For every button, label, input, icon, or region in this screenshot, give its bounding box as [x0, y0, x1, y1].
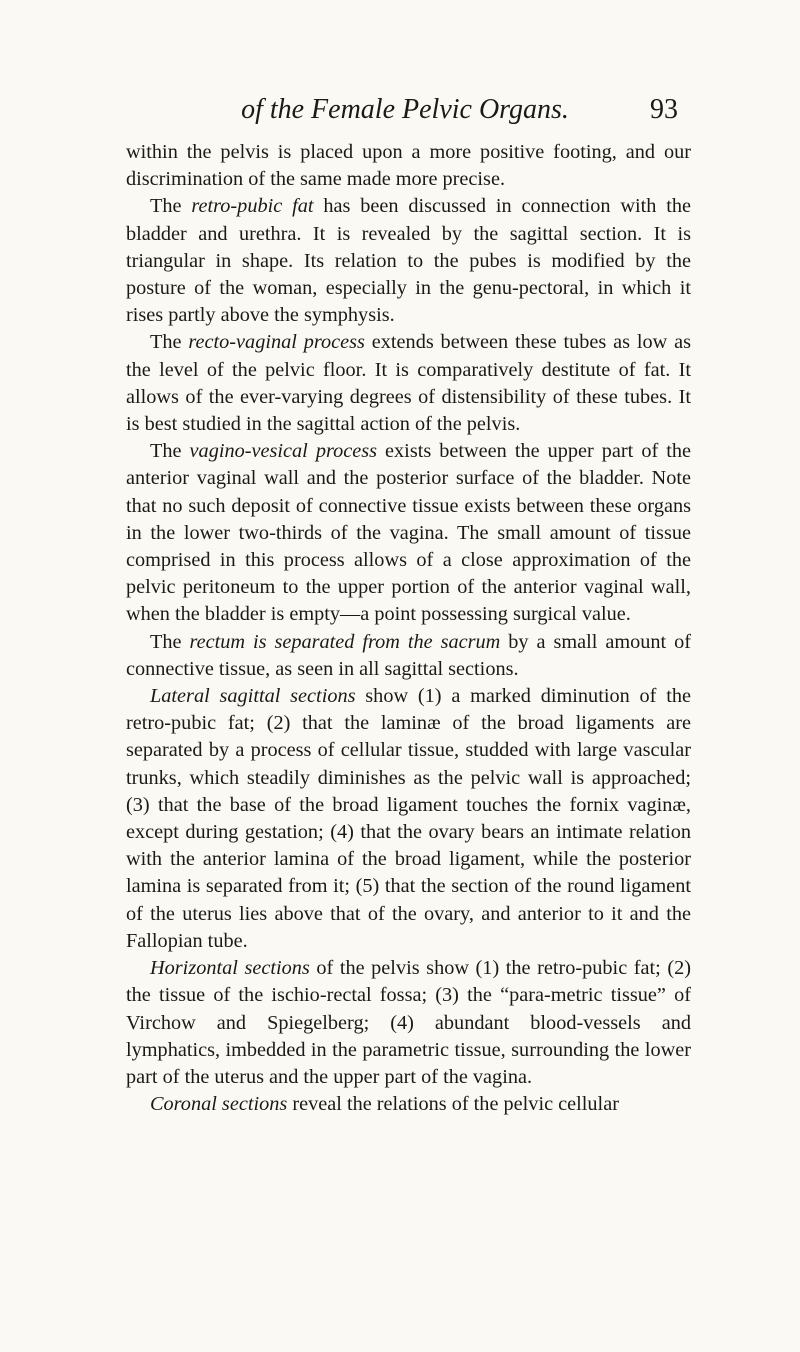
paragraph-prefix: The	[150, 630, 190, 653]
paragraph-continuation	[126, 139, 691, 193]
paragraph-rectum	[126, 629, 691, 683]
paragraph-text: exists between the upper part of the anterior vaginal wall and the posterior surface of the bladder. Note that no such deposit of connective tissue exists between these organs in the lower two-thirds of the vagina. The small amount of tissue comprised in this process allows of a close approximation of the pelvic peritoneum to the upper portion of the anterior vaginal wall, when the bladder is empty—a point possessing surgical value.	[126, 440, 691, 626]
paragraph-retro-pubic-fat	[126, 193, 691, 329]
paragraph-prefix: The	[150, 331, 189, 354]
paragraph-recto-vaginal	[126, 329, 691, 438]
paragraph-text: of the pelvis show (1) the retro-pubic fat; (2) the tissue of the ischio-rectal fossa; (3) the “para-metric tissue” of Virchow and Spiegelberg; (4) abundant blood-vessels and lymphatics, imbedded in the parametric tissue, surrounding the lower part of the uterus and the upper part of the vagina.	[126, 957, 691, 1088]
paragraph-text: reveal the relations of the pelvic cellular	[287, 1093, 619, 1116]
italic-term: retro-pubic fat	[191, 195, 314, 218]
body-text	[126, 139, 691, 1118]
paragraph-text: extends between these tubes as low as the level of the pelvic floor. It is comparatively destitute of fat. It allows of the ever-varying degrees of distensibility of these tubes. It is best studied in the sagittal action of the pelvis.	[126, 331, 691, 436]
italic-term: Horizontal sections	[150, 957, 310, 980]
page-number: 93	[650, 94, 678, 125]
paragraph-prefix: The	[150, 440, 190, 463]
paragraph-text: show (1) a marked diminution of the retro-pubic fat; (2) that the laminæ of the broad ligaments are separated by a process of cellular tissue, studded with large vascular trunks, which steadily diminishes as the pelvic wall is approached; (3) that the base of the broad ligament touches the fornix vaginæ, except during gestation; (4) that the ovary bears an intimate relation with the anterior lamina of the broad ligament, while the posterior lamina is separated from it; (5) that the section of the round ligament of the uterus lies above that of the ovary, and anterior to it and the Fallopian tube.	[126, 685, 691, 952]
paragraph-lateral-sagittal	[126, 683, 691, 955]
running-title: of the Female Pelvic Organs.	[241, 94, 569, 125]
paragraph-coronal	[126, 1091, 691, 1118]
paragraph-horizontal	[126, 955, 691, 1091]
italic-term: recto-vaginal process	[188, 331, 365, 354]
page-header	[132, 90, 678, 130]
paragraph-text: within the pelvis is placed upon a more positive footing, and our discrimination of the same made more precise.	[126, 141, 691, 191]
italic-term: Lateral sagittal sections	[150, 685, 356, 708]
italic-term: vagino-vesical process	[189, 440, 378, 463]
paragraph-text: has been discussed in connection with the bladder and urethra. It is revealed by the sagittal section. It is triangular in shape. Its relation to the pubes is modified by the posture of the woman, especially in the genu-pectoral, in which it rises partly above the symphysis.	[126, 195, 691, 327]
paragraph-vagino-vesical	[126, 438, 691, 628]
paragraph-text: by a small amount of connective tissue, as seen in all sagittal sections.	[126, 630, 692, 680]
italic-term: rectum is separated from the sacrum	[189, 630, 501, 653]
paragraph-prefix: The	[150, 195, 192, 218]
italic-term: Coronal sections	[150, 1093, 288, 1116]
